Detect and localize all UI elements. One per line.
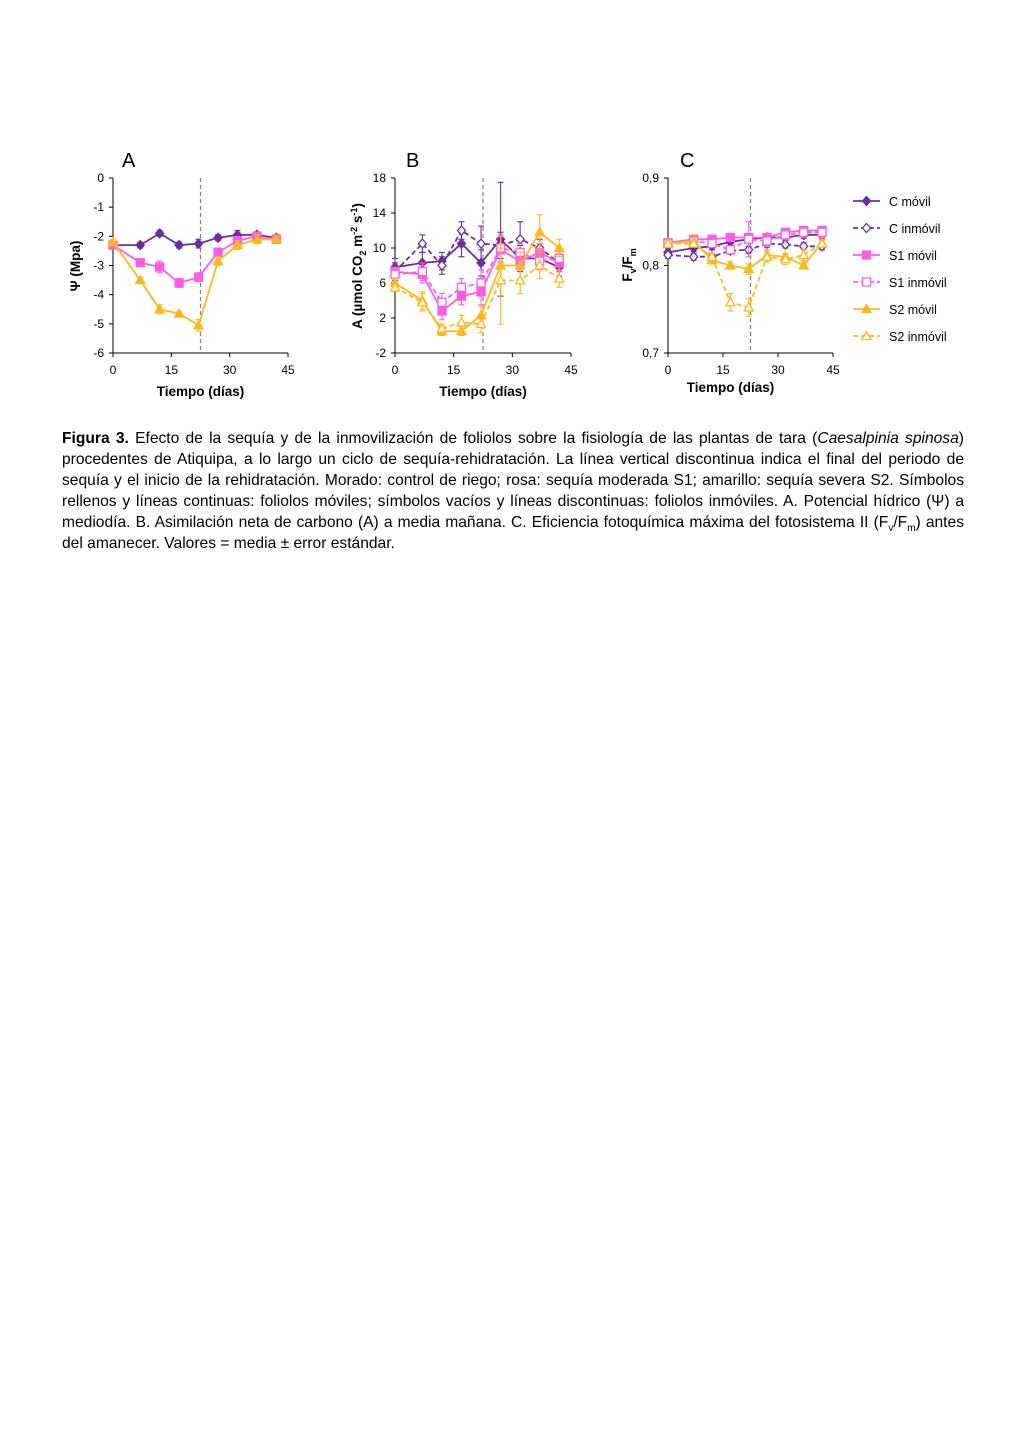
caption-sub-v: v (888, 523, 894, 535)
panel-a-point-s1_movil (195, 273, 203, 281)
panel-c-letter: C (680, 150, 695, 172)
panel-b-point-s1_inmovil (477, 279, 485, 287)
panel-c-point-s1_inmovil (781, 231, 789, 239)
panel-a-x-tick-label: 45 (281, 363, 295, 377)
panel-b-y-tick-label: 2 (379, 311, 386, 325)
panel-a-x-tick-label: 0 (109, 363, 117, 377)
legend-item-s2_movil (853, 303, 937, 317)
panel-b-point-s2_movil (535, 228, 544, 236)
panel-b-y-label: A (µmol $CO_2$ $m^{-2}$ $s^{-1}$) (349, 203, 368, 329)
panel-b-point-c_inmovil (516, 235, 524, 244)
panel-a-series-s2_movil (109, 235, 281, 331)
figure-caption (62, 428, 964, 554)
panel-b-y-tick-label: 14 (372, 206, 386, 220)
legend-label-s2_inmovil: S2 inmóvil (889, 330, 947, 344)
panel-a-y-tick-label: 0 (97, 171, 104, 185)
panel-c-x-tick-label: 15 (716, 363, 730, 377)
legend-marker-c_movil (863, 197, 871, 206)
panel-a-letter: A (122, 150, 136, 172)
legend-label-c_inmovil: C inmóvil (889, 222, 941, 236)
caption-slash: /F (893, 514, 908, 531)
panel-a-point-s1_movil (156, 263, 164, 271)
panel-a-point-c_movil (195, 239, 203, 248)
legend-marker-s1_inmovil (863, 278, 871, 286)
legend-label-c_movil: C móvil (889, 195, 931, 209)
legend-label-s1_inmovil: S1 inmóvil (889, 276, 947, 290)
panel-c-point-s2_inmovil (799, 251, 808, 259)
panel-b-point-s2_inmovil (555, 274, 564, 282)
legend-item-s1_movil (853, 249, 937, 263)
panel-c-y-label: $F_v/F_m$ (620, 248, 638, 282)
caption-text-3: ) antes del amanecer. Valores = media ± error estándar. (62, 514, 964, 552)
panel-c-point-s1_inmovil (763, 237, 771, 245)
panel-a-y-tick-label: -2 (93, 229, 104, 244)
panel-b-x-tick-label: 0 (391, 363, 399, 377)
legend-item-s2_inmovil (853, 330, 947, 344)
panel-a-y-tick-label: -5 (93, 316, 104, 331)
legend-item-s1_inmovil (853, 276, 947, 290)
panel-a-y-label: Ψ (Mpa) (68, 240, 83, 292)
panel-c-point-s2_inmovil (726, 298, 735, 306)
panel-b-point-s1_inmovil (391, 270, 399, 278)
panel-b-point-c_inmovil (477, 239, 485, 248)
panel-b-point-s1_inmovil (418, 268, 426, 276)
caption-text-2: ) procedentes de Atiquipa, a lo largo un ciclo de sequía-rehidratación. La línea vertical discontinua indica el final del periodo de sequía y el inicio de la rehidratación. Morado: control de riego; rosa: sequía moderada S1; amarillo: sequía severa S2. Símbolos rellenos y líneas continuas: foliolos móviles; símbolos vacíos y líneas discontinuas: foliolos inmóviles. A. Potencial hídrico (Ψ) a mediodía. B. Asimilación neta de carbono (A) a media mañana. C. Eficiencia fotoquímica máxima del fotosistema II (F (62, 430, 964, 531)
legend-label-s1_movil: S1 móvil (889, 249, 937, 263)
panel-b (349, 150, 578, 399)
panel-c-point-s1_inmovil (818, 228, 826, 236)
panel-c-point-s1_inmovil (800, 228, 808, 236)
panel-c-point-s1_movil (726, 234, 734, 242)
panel-b-point-s1_inmovil (457, 283, 465, 291)
panel-c-x-tick-label: 30 (771, 363, 785, 377)
panel-a-point-s1_movil (214, 248, 222, 256)
panel-b-point-s1_inmovil (438, 298, 446, 306)
legend-item-c_movil (853, 195, 931, 209)
panel-b-letter: B (406, 150, 420, 172)
panel-c-y-tick-label: 0,8 (642, 258, 659, 273)
caption-species: Caesalpinia spinosa (817, 430, 959, 447)
panel-a (68, 150, 295, 399)
legend-item-c_inmovil (853, 222, 940, 236)
panel-c-point-s1_inmovil (708, 240, 716, 248)
panel-b-x-tick-label: 15 (446, 363, 461, 377)
panel-a-point-s1_movil (175, 279, 183, 287)
panel-a-y-tick-label: -4 (93, 287, 104, 302)
panel-a-x-tick-label: 30 (222, 363, 237, 377)
panel-c-y-tick-label: 0,9 (642, 171, 659, 185)
panel-a-point-s1_movil (136, 259, 144, 267)
panel-c (620, 150, 840, 395)
panel-a-y-tick-label: -6 (93, 346, 104, 360)
panel-a-point-s2_movil (194, 321, 203, 329)
panel-c-y-tick-label: 0,7 (642, 346, 659, 360)
panel-b-y-tick-label: 18 (372, 171, 386, 185)
legend-marker-s1_movil (863, 251, 871, 259)
legend-marker-c_inmovil (863, 224, 871, 233)
figure-3 (0, 0, 1024, 420)
panel-c-point-s1_inmovil (726, 246, 734, 254)
panel-b-y-tick-label: -2 (375, 346, 386, 360)
caption-label: Figura 3. (62, 430, 129, 447)
legend-label-s2_movil: S2 móvil (889, 303, 937, 317)
panel-c-point-s1_inmovil (745, 235, 753, 243)
panel-b-point-s2_inmovil (457, 318, 466, 326)
panel-c-x-label: Tiempo (días) (686, 380, 775, 395)
caption-text-1: Efecto de la sequía y de la inmovilización de foliolos sobre la fisiología de las plantas de tara ( (128, 430, 818, 447)
panel-b-series-s2_movil (391, 215, 564, 336)
panel-b-x-tick-label: 30 (505, 363, 520, 377)
panel-b-y-tick-label: 6 (379, 276, 386, 290)
panel-b-x-label: Tiempo (días) (439, 384, 527, 399)
legend (853, 195, 947, 344)
panel-b-y-tick-label: 10 (372, 241, 386, 255)
panel-c-x-tick-label: 0 (664, 363, 672, 377)
panel-b-point-c_inmovil (457, 226, 465, 235)
panel-a-y-tick-label: -3 (93, 258, 104, 273)
caption-sub-m: m (907, 523, 916, 535)
panel-a-x-tick-label: 15 (164, 363, 179, 377)
panel-b-x-tick-label: 45 (564, 363, 578, 377)
panel-c-x-tick-label: 45 (826, 363, 840, 377)
panel-a-x-label: Tiempo (días) (156, 384, 245, 399)
panel-a-y-tick-label: -1 (93, 200, 104, 215)
